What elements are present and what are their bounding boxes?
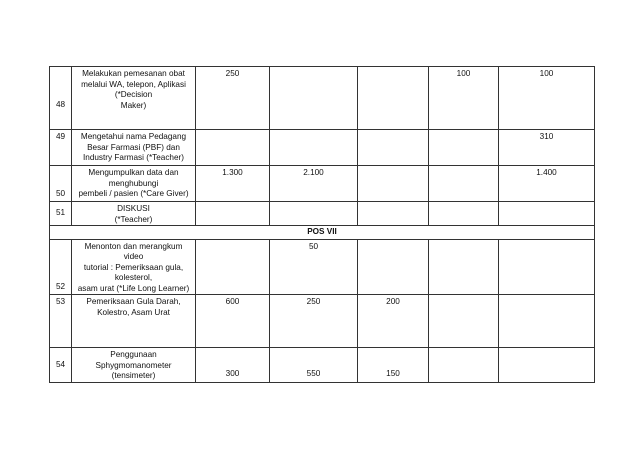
section-title: POS VII xyxy=(50,226,595,240)
row-number: 51 xyxy=(50,202,72,226)
value-cell xyxy=(270,202,358,226)
table-row xyxy=(50,348,595,383)
row-description: Penggunaan Sphygmomanometer (tensimeter) xyxy=(72,348,196,383)
table-row xyxy=(50,202,595,226)
row-number: 54 xyxy=(50,348,72,383)
value-cell: 150 xyxy=(358,348,429,383)
value-cell xyxy=(358,166,429,202)
table-row xyxy=(50,239,595,295)
value-cell: 100 xyxy=(429,67,499,130)
row-description: Pemeriksaan Gula Darah, Kolestro, Asam Urat xyxy=(72,295,196,348)
value-cell: 200 xyxy=(358,295,429,348)
row-description: Melakukan pemesanan obat melalui WA, telepon, Aplikasi (*Decision Maker) xyxy=(72,67,196,130)
value-cell: 2.100 xyxy=(270,166,358,202)
value-cell: 310 xyxy=(499,130,595,166)
value-cell xyxy=(429,166,499,202)
value-cell xyxy=(429,202,499,226)
row-number: 53 xyxy=(50,295,72,348)
value-cell xyxy=(499,202,595,226)
value-cell: 1.300 xyxy=(196,166,270,202)
value-cell: 250 xyxy=(270,295,358,348)
value-cell xyxy=(358,239,429,295)
value-cell: 600 xyxy=(196,295,270,348)
row-description: Menonton dan merangkum video tutorial : Pemeriksaan gula, kolesterol, asam urat (*Life Long Learner) xyxy=(72,239,196,295)
value-cell xyxy=(429,295,499,348)
row-number: 50 xyxy=(50,166,72,202)
section-row xyxy=(50,226,595,240)
table-row xyxy=(50,67,595,130)
value-cell xyxy=(358,202,429,226)
row-description: DISKUSI (*Teacher) xyxy=(72,202,196,226)
value-cell xyxy=(499,239,595,295)
value-cell: 50 xyxy=(270,239,358,295)
value-cell: 100 xyxy=(499,67,595,130)
value-cell xyxy=(429,239,499,295)
value-cell: 300 xyxy=(196,348,270,383)
value-cell xyxy=(429,130,499,166)
row-description: Mengumpulkan data dan menghubungi pembeli / pasien (*Care Giver) xyxy=(72,166,196,202)
value-cell xyxy=(429,348,499,383)
value-cell xyxy=(499,348,595,383)
value-cell xyxy=(358,67,429,130)
row-description: Mengetahui nama Pedagang Besar Farmasi (PBF) dan Industry Farmasi (*Teacher) xyxy=(72,130,196,166)
table-row xyxy=(50,295,595,348)
value-cell xyxy=(196,239,270,295)
data-table xyxy=(49,66,595,383)
value-cell xyxy=(499,295,595,348)
value-cell xyxy=(358,130,429,166)
row-number: 52 xyxy=(50,239,72,295)
value-cell: 250 xyxy=(196,67,270,130)
table-row xyxy=(50,130,595,166)
row-number: 49 xyxy=(50,130,72,166)
value-cell xyxy=(270,130,358,166)
value-cell xyxy=(196,130,270,166)
row-number: 48 xyxy=(50,67,72,130)
table-row xyxy=(50,166,595,202)
value-cell xyxy=(196,202,270,226)
value-cell: 1.400 xyxy=(499,166,595,202)
value-cell: 550 xyxy=(270,348,358,383)
value-cell xyxy=(270,67,358,130)
